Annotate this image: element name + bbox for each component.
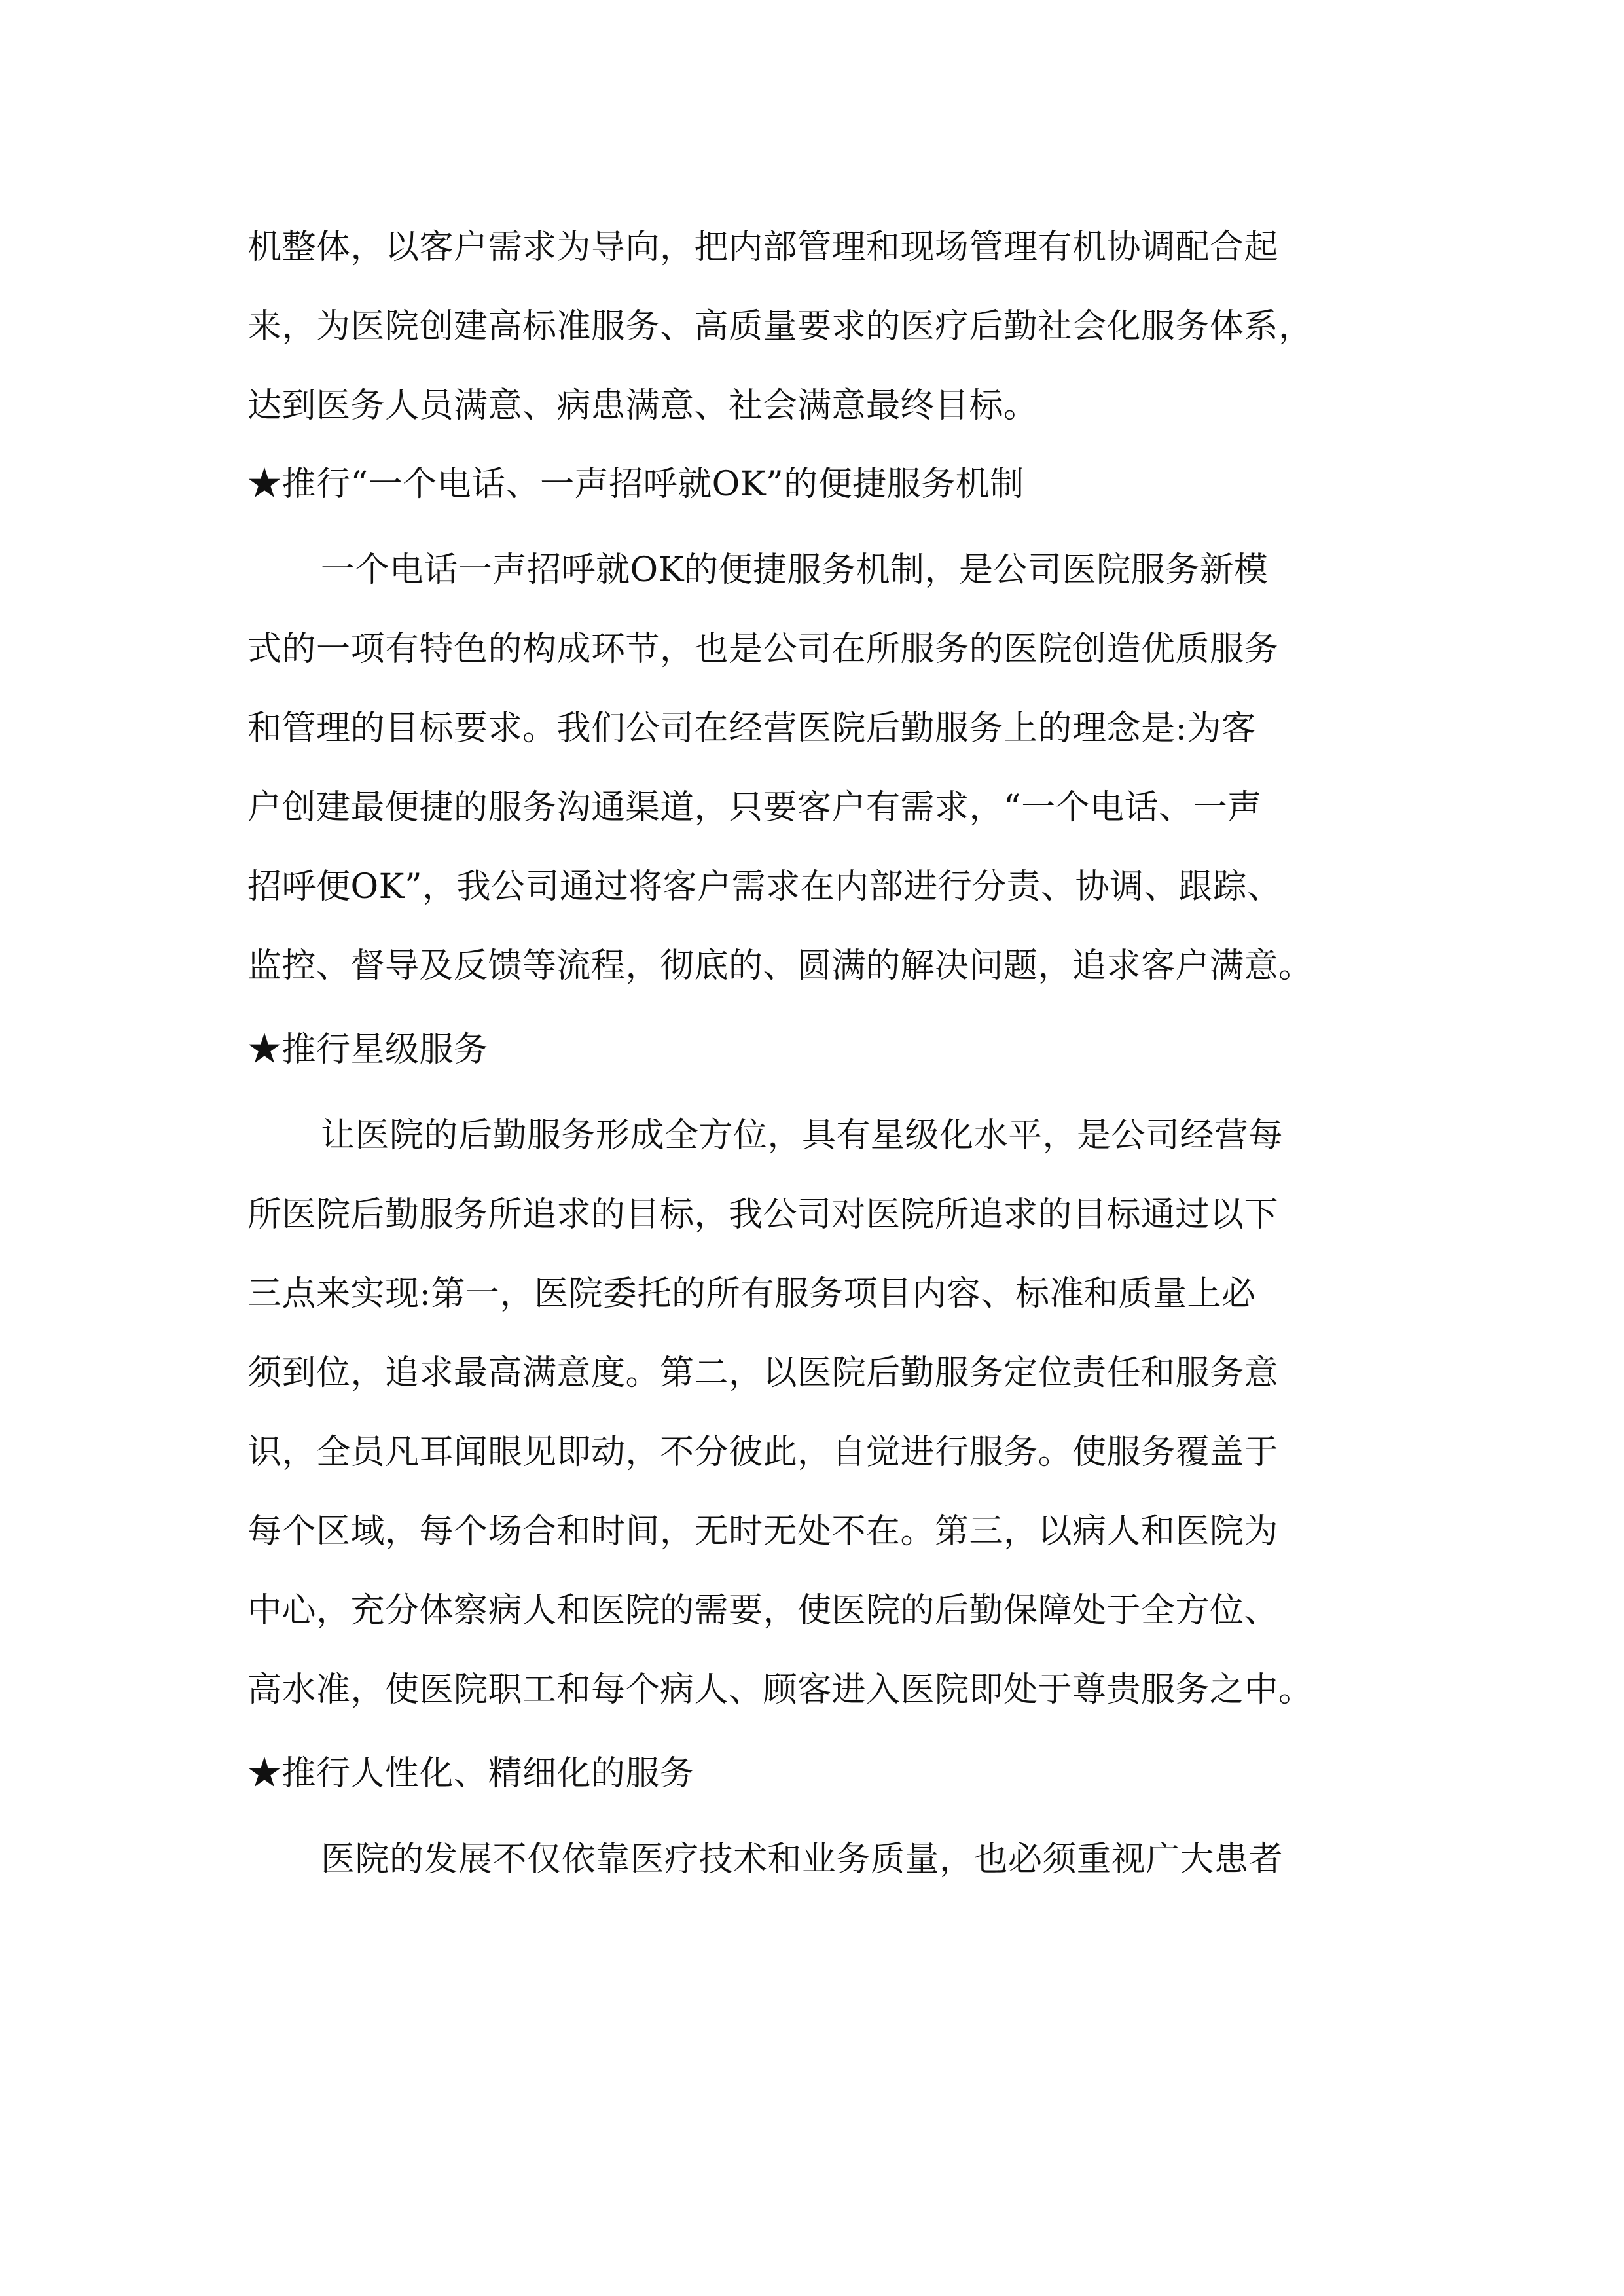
text-line: 所医院后勤服务所追求的目标，我公司对医院所追求的目标通过以下: [247, 1195, 1279, 1234]
text-line: 户创建最便捷的服务沟通渠道，只要客户有需求，“一个电话、一声: [247, 788, 1262, 827]
section-heading-humanized-service: ★推行人性化、精细化的服务: [247, 1754, 695, 1793]
paragraph-humanized-service: [247, 1820, 1394, 1899]
text-line: 式的一项有特色的构成环节，也是公司在所服务的医院创造优质服务: [247, 630, 1279, 669]
text-line: 识，全员凡耳闻眼见即动，不分彼此，自觉进行服务。使服务覆盖于: [247, 1433, 1279, 1472]
text-line: 达到医务人员满意、病患满意、社会满意最终目标。: [247, 386, 1038, 425]
text-line: 机整体，以客户需求为导向，把内部管理和现场管理有机协调配合起: [247, 228, 1279, 267]
section-heading-star-service: ★推行星级服务: [247, 1030, 488, 1069]
text-line: 高水准，使医院职工和每个病人、顾客进入医院即处于尊贵服务之中。: [247, 1670, 1313, 1710]
text-line: 监控、督导及反馈等流程，彻底的、圆满的解决问题，追求客户满意。: [247, 946, 1313, 986]
text-line: 须到位，追求最高满意度。第二，以医院后勤服务定位责任和服务意: [247, 1354, 1279, 1393]
text-line: 医院的发展不仅依靠医疗技术和业务质量，也必须重视广大患者: [321, 1840, 1284, 1879]
paragraph-continued: [247, 208, 1394, 446]
text-line: 一个电话一声招呼就OK的便捷服务机制，是公司医院服务新模: [321, 550, 1269, 590]
paragraph-star-service: [247, 1096, 1394, 1730]
text-line: 和管理的目标要求。我们公司在经营医院后勤服务上的理念是:为客: [247, 709, 1256, 748]
text-line: 每个区域，每个场合和时间，无时无处不在。第三，以病人和医院为: [247, 1512, 1279, 1551]
section-heading-convenient-service: ★推行“一个电话、一声招呼就OK”的便捷服务机制: [247, 465, 1024, 504]
text-line: 来，为医院创建高标准服务、高质量要求的医疗后勤社会化服务体系，: [247, 307, 1313, 346]
paragraph-convenient-service: [247, 531, 1394, 1006]
text-line: 三点来实现:第一，医院委托的所有服务项目内容、标准和质量上必: [247, 1274, 1256, 1314]
text-line: 中心，充分体察病人和医院的需要，使医院的后勤保障处于全方位、: [247, 1591, 1279, 1630]
document-body: [247, 208, 1394, 1899]
text-line: 让医院的后勤服务形成全方位，具有星级化水平，是公司经营每: [321, 1116, 1284, 1155]
text-line: 招呼便OK”，我公司通过将客户需求在内部进行分责、协调、跟踪、: [247, 867, 1282, 906]
